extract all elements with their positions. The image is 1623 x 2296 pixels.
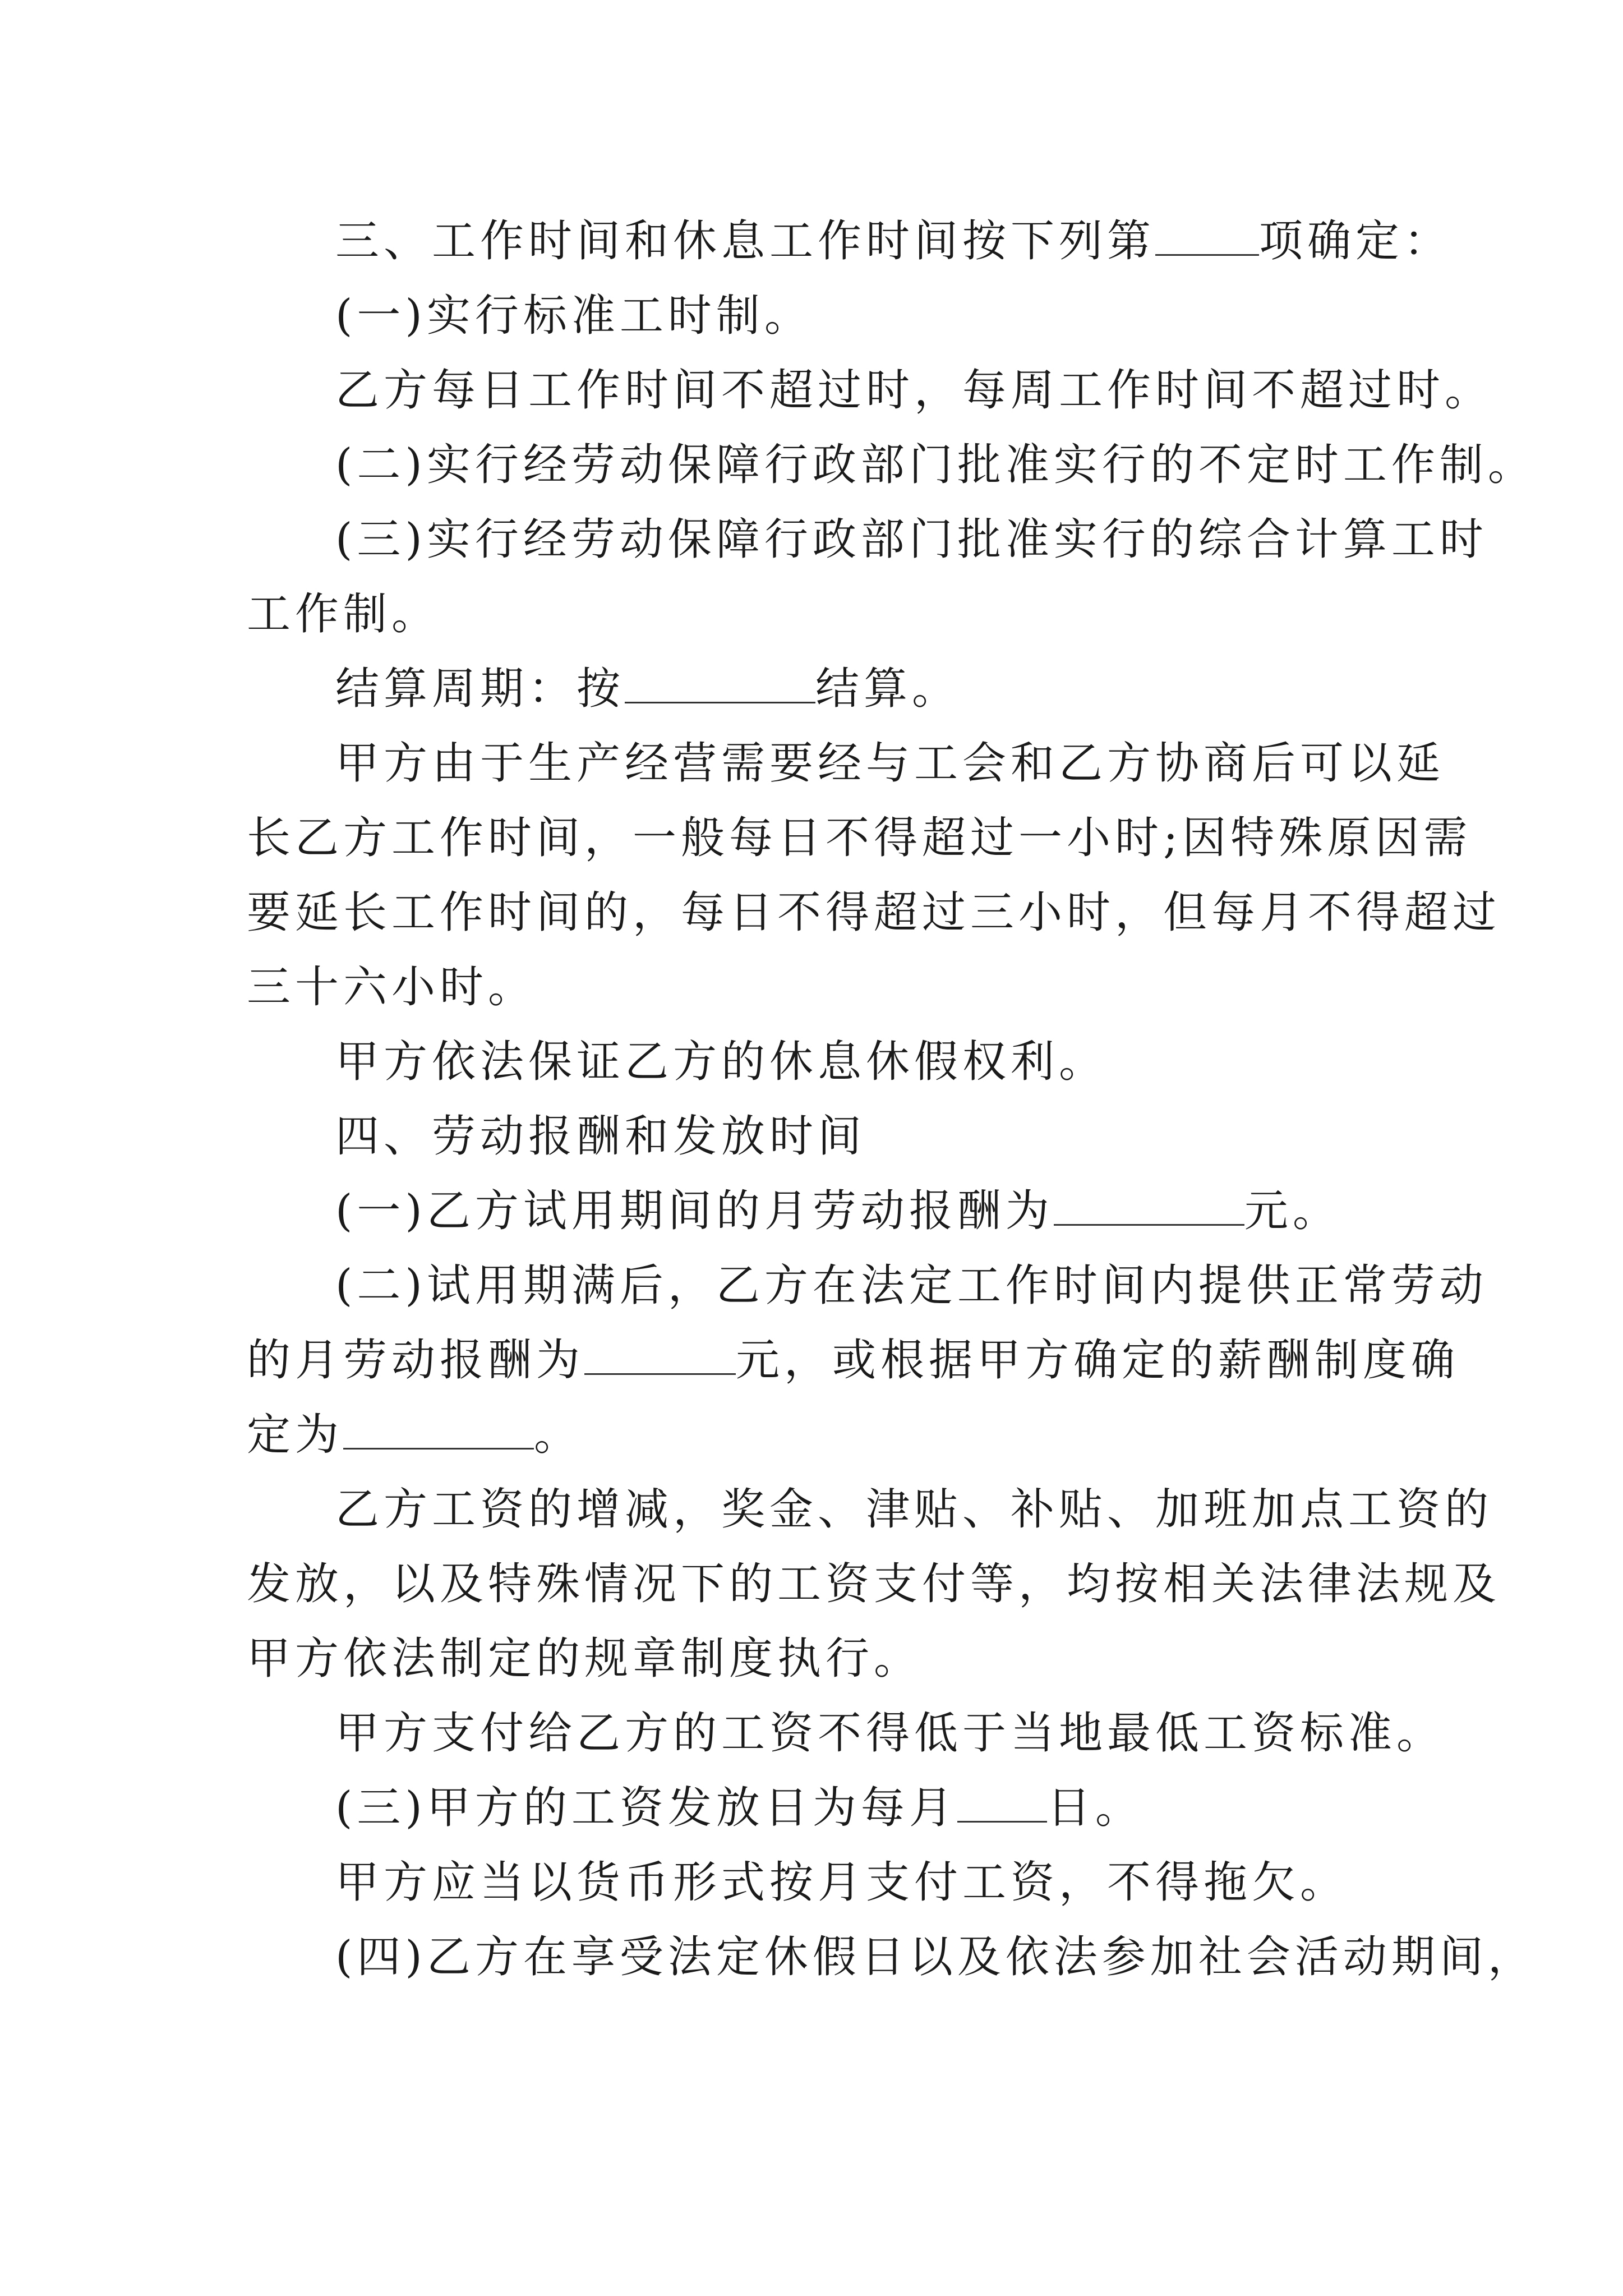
paragraph-line: 要延长工作时间的，每日不得超过三小时，但每月不得超过 xyxy=(247,887,1501,938)
section-four-heading: 四、劳动报酬和发放时间 xyxy=(335,1111,866,1162)
paragraph-line: 长乙方工作时间，一般每日不得超过一小时;因特殊原因需 xyxy=(247,813,1472,863)
paragraph-line: 乙方每日工作时间不超过时，每周工作时间不超过时。 xyxy=(335,365,1493,416)
paragraph-line: 发放，以及特殊情况下的工资支付等，均按相关法律法规及 xyxy=(247,1559,1501,1609)
paragraph-line: (三)实行经劳动保障行政部门批准实行的综合计算工时 xyxy=(335,514,1488,565)
probation-pay-line: (一)乙方试用期间的月劳动报酬为 元。 xyxy=(335,1186,1341,1236)
fill-blank[interactable] xyxy=(1054,1185,1244,1226)
paragraph-line: 甲方支付给乙方的工资不得低于当地最低工资标准。 xyxy=(335,1708,1445,1759)
fill-blank[interactable] xyxy=(625,662,815,703)
paragraph-line: 三十六小时。 xyxy=(247,962,537,1013)
paragraph-line: 工作制。 xyxy=(247,589,440,639)
paragraph-line: (一)实行标准工时制。 xyxy=(335,291,813,341)
paragraph-line: 甲方应当以货币形式按月支付工资，不得拖欠。 xyxy=(335,1857,1349,1908)
paragraph-line: 甲方由于生产经营需要经与工会和乙方协商后可以延 xyxy=(335,738,1445,789)
paragraph-line: 乙方工资的增减，奖金、津贴、补贴、加班加点工资的 xyxy=(335,1484,1493,1535)
paragraph-line: (四)乙方在享受法定休假日以及依法参加社会活动期间， xyxy=(335,1932,1536,1982)
fill-blank[interactable] xyxy=(343,1409,534,1450)
fill-blank[interactable] xyxy=(957,1782,1047,1823)
monthly-pay-line: 的月劳动报酬为 元，或根据甲方确定的薪酬制度确 xyxy=(247,1335,1460,1386)
settlement-period-line: 结算周期：按 结算。 xyxy=(335,664,961,714)
fill-blank[interactable] xyxy=(1155,215,1259,256)
paragraph-line: 甲方依法保证乙方的休息休假权利。 xyxy=(335,1037,1108,1087)
payday-line: (三)甲方的工资发放日为每月 日。 xyxy=(335,1783,1144,1833)
fill-blank[interactable] xyxy=(584,1334,736,1375)
paragraph-line: (二)实行经劳动保障行政部门批准实行的不定时工作制。 xyxy=(335,440,1536,490)
salary-determined-line: 定为 。 xyxy=(247,1410,583,1460)
section-three-heading: 三、工作时间和休息工作时间按下列第 项确定： xyxy=(335,216,1453,266)
paragraph-line: (二)试用期满后，乙方在法定工作时间内提供正常劳动 xyxy=(335,1260,1488,1311)
paragraph-line: 甲方依法制定的规章制度执行。 xyxy=(247,1634,923,1684)
